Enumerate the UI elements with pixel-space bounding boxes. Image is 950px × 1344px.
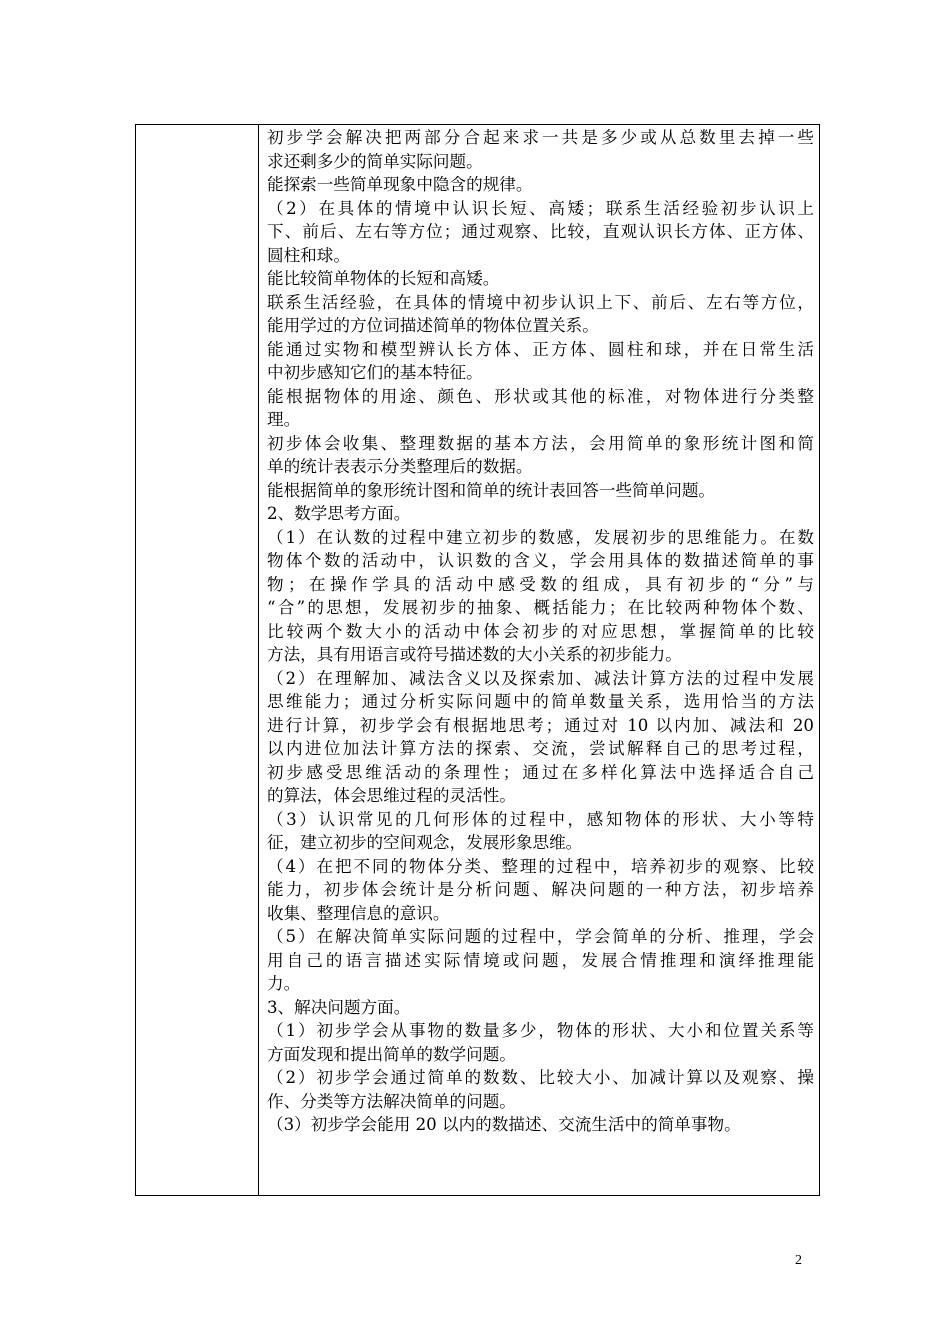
text-line: （2）在具体的情境中认识长短、高矮；联系生活经验初步认识上	[267, 198, 814, 218]
text-line: （2）初步学会通过简单的数数、比较大小、加减计算以及观察、操	[267, 1068, 814, 1087]
text-line: 能探索一些简单现象中隐含的规律。	[267, 175, 533, 194]
text-line: 作、分类等方法解决简单的问题。	[267, 1091, 516, 1111]
text-line: 2、数学思考方面。	[267, 504, 411, 523]
text-line: （1）在认数的过程中建立初步的数感，发展初步的思维能力。在数	[267, 527, 814, 547]
text-line: 初步体会收集、整理数据的基本方法，会用简单的象形统计图和简	[267, 433, 814, 453]
text-line: 比较两个数大小的活动中体会初步的对应思想，掌握简单的比较	[267, 621, 814, 641]
text-line: （2）在理解加、减法含义以及探索加、减法计算方法的过程中发展	[267, 668, 814, 688]
text-line: 方面发现和提出简单的数学问题。	[267, 1044, 516, 1064]
text-line: 3、解决问题方面。	[267, 997, 411, 1017]
text-line: 用自己的语言描述实际情境或问题，发展合情推理和演绎推理能	[267, 950, 814, 970]
table-right-cell	[259, 125, 819, 1195]
text-line: 理。	[267, 410, 301, 429]
text-line: 以内进位加法计算方法的探索、交流，尝试解释自己的思考过程，	[267, 739, 814, 758]
text-line: 能通过实物和模型辨认长方体、正方体、圆柱和球，并在日常生活	[267, 339, 814, 359]
text-line: 圆柱和球。	[267, 245, 350, 265]
text-line: 能比较简单物体的长短和高矮。	[267, 269, 500, 288]
text-line: 能根据简单的象形统计图和简单的统计表回答一些简单问题。	[267, 480, 716, 500]
text-line: 收集、整理信息的意识。	[267, 903, 450, 923]
text-line: 求还剩多少的简单实际问题。	[267, 151, 483, 171]
text-line: 能力，初步体会统计是分析问题、解决问题的一种方法，初步培养	[267, 880, 814, 899]
text-line: 中初步感知它们的基本特征。	[267, 363, 483, 382]
text-line: （1）初步学会从事物的数量多少，物体的形状、大小和位置关系等	[267, 1021, 814, 1040]
text-line: （4）在把不同的物体分类、整理的过程中，培养初步的观察、比较	[267, 856, 814, 876]
text-line: 物体个数的活动中，认识数的含义，学会用具体的数描述简单的事	[267, 551, 814, 570]
table-left-cell	[136, 125, 259, 1195]
page-number: 2	[795, 1253, 802, 1268]
text-line: 方法，具有用语言或符号描述数的大小关系的初步能力。	[267, 645, 682, 664]
text-line: （3）初步学会能用 20 以内的数描述、交流生活中的简单事物。	[267, 1115, 741, 1134]
text-line: 初步感受思维活动的条理性；通过在多样化算法中选择适合自己	[267, 762, 814, 782]
text-line: 能用学过的方位词描述简单的物体位置关系。	[267, 316, 599, 335]
text-line: “合”的思想，发展初步的抽象、概括能力；在比较两种物体个数、	[267, 598, 814, 617]
text-line: 联系生活经验，在具体的情境中初步认识上下、前后、左右等方位，	[267, 292, 814, 312]
content-table	[135, 124, 820, 1196]
text-line: 的算法，体会思维过程的灵活性。	[267, 786, 516, 805]
text-line: 下、前后、左右等方位；通过观察、比较，直观认识长方体、正方体、	[267, 222, 814, 241]
text-line: 单的统计表表示分类整理后的数据。	[267, 457, 533, 476]
text-line: 征，建立初步的空间观念，发展形象思维。	[267, 833, 583, 852]
text-line: 能根据物体的用途、颜色、形状或其他的标准，对物体进行分类整	[267, 386, 814, 406]
text-line: 初步学会解决把两部分合起来求一共是多少或从总数里去掉一些	[267, 128, 814, 147]
text-line: （3）认识常见的几何形体的过程中，感知物体的形状、大小等特	[267, 809, 814, 829]
text-line: 思维能力；通过分析实际问题中的简单数量关系，选用恰当的方法	[267, 692, 814, 711]
text-line: 力。	[267, 974, 301, 993]
text-line: 物；在操作学具的活动中感受数的组成，具有初步的“分”与	[267, 574, 814, 594]
text-line: （5）在解决简单实际问题的过程中，学会简单的分析、推理，学会	[267, 927, 814, 946]
text-line: 进行计算，初步学会有根据地思考；通过对 10 以内加、减法和 20	[267, 715, 814, 735]
